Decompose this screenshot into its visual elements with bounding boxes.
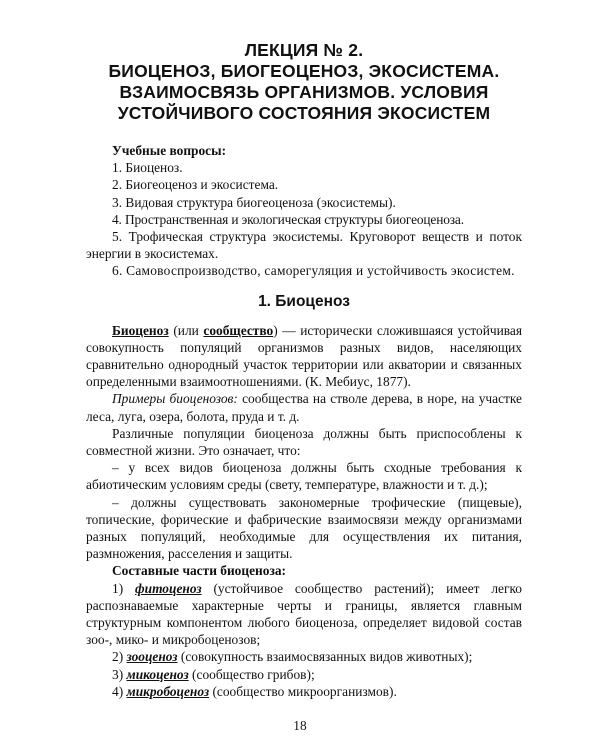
heading-line: ВЗАИМОСВЯЗЬ ОРГАНИЗМОВ. УСЛОВИЯ [119, 82, 489, 102]
part-text: (сообщество микроорганизмов). [209, 683, 397, 699]
study-questions [86, 142, 522, 280]
part-number: 2) [112, 649, 127, 665]
part-text: (сообщество грибов); [188, 666, 315, 682]
page-number: 18 [293, 718, 307, 733]
question-item: 1. Биоценоз. [112, 160, 183, 176]
definition-mid: (или [168, 322, 204, 338]
question-item: 2. Биогеоценоз и экосистема. [112, 177, 279, 193]
definition-text: ) — исторически сложившаяся устойчивая совокупность популяций организмов разных видов, населяющих сравнительно однородный участок территории или акватории и связанных определенными взаимоотношениями. (К. Мебиус, 1877). [86, 322, 523, 390]
heading-line: УСТОЙЧИВОГО СОСТОЯНИЯ ЭКОСИСТЕМ [117, 103, 491, 123]
heading-line: БИОЦЕНОЗ, БИОГЕОЦЕНОЗ, ЭКОСИСТЕМА. [108, 61, 500, 81]
part-term: микробоценоз [126, 683, 210, 699]
part-text: (устойчивое сообщество растений); имеет легко распознаваемые характерные черты и границы, является главным структурным компонентом любого биоценоза, определяет видовой состав зоо-, мико- и микробоценозов; [86, 580, 522, 648]
lecture-heading [86, 40, 522, 124]
adaptation-paragraph: Различные популяции биоценоза должны быть приспособлены к совместной жизни. Это означает, что: [86, 425, 522, 459]
heading-line: ЛЕКЦИЯ № 2. [244, 40, 364, 60]
question-item: 6. Самовоспроизводство, саморегуляция и устойчивость экосистем. [112, 263, 515, 279]
part-item [86, 683, 522, 700]
part-number: 1) [112, 580, 136, 596]
bullet-paragraph: – у всех видов биоценоза должны быть сходные требования к абиотическим условиям среды (свету, температуре, влажности и т. д.); [86, 460, 522, 493]
part-term: фитоценоз [135, 580, 202, 596]
question-item: 4. Пространственная и экологическая структуры биогеоценоза. [112, 211, 464, 227]
part-item [86, 648, 522, 665]
part-term: зооценоз [126, 649, 178, 665]
part-text: (совокупность взаимосвязанных видов животных); [177, 649, 473, 665]
examples-paragraph [86, 390, 522, 424]
bullet-paragraph: – должны существовать закономерные трофические (пищевые), топические, форические и фабрические взаимосвязи между организмами разных популяций, необходимые для осуществления их питания, размножения, расселения и защиты. [86, 494, 522, 562]
question-item: 5. Трофическая структура экосистемы. Круговорот веществ и поток энергии в экосистемах. [86, 229, 522, 262]
section-title: 1. Биоценоз [258, 292, 350, 310]
term-community: сообщество [203, 322, 274, 338]
part-item [86, 580, 522, 649]
part-term: микоценоз [126, 666, 189, 682]
questions-title: Учебные вопросы: [112, 143, 227, 158]
part-number: 4) [112, 683, 127, 699]
part-number: 3) [112, 666, 127, 682]
examples-text: сообщества на стволе дерева, в норе, на участке леса, луга, озера, болота, пруда и т. д. [86, 391, 523, 424]
examples-label: Примеры биоценозов: [112, 391, 238, 407]
term-biocenosis: Биоценоз [112, 322, 169, 338]
definition-paragraph [86, 322, 522, 391]
part-item [86, 666, 522, 683]
question-item: 3. Видовая структура биогеоценоза (экосистемы). [112, 194, 396, 210]
parts-title: Составные части биоценоза: [112, 563, 286, 579]
